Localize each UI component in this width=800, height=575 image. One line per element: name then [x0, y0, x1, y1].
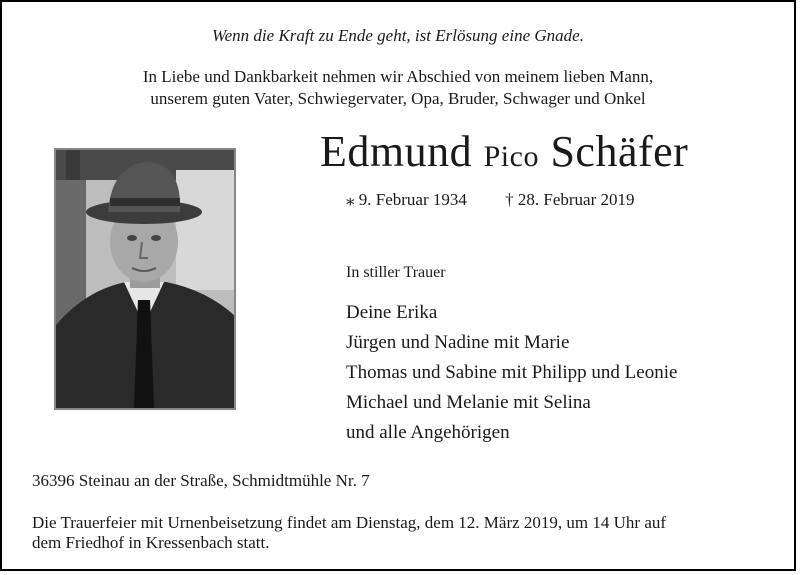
life-dates — [346, 190, 635, 210]
address: 36396 Steinau an der Straße, Schmidtmühle Nr. 7 — [32, 471, 370, 490]
portrait-photo-icon — [56, 150, 234, 408]
mourner-item: Michael und Melanie mit Selina — [346, 392, 591, 413]
portrait-photo — [54, 148, 236, 410]
mourner-item: Thomas und Sabine mit Philipp und Leonie — [346, 362, 678, 383]
nickname: Pico — [483, 140, 539, 173]
intro-line-1: In Liebe und Dankbarkeit nehmen wir Abschied von meinem lieben Mann, — [142, 67, 654, 86]
intro-text — [2, 66, 794, 110]
deceased-name — [320, 126, 688, 177]
mourner-item: Deine Erika — [346, 302, 438, 323]
ceremony-info — [32, 513, 782, 553]
intro-line-2: unserem guten Vater, Schwiegervater, Opa, Bruder, Schwager und Onkel — [150, 89, 646, 108]
mourner-item: und alle Angehörigen — [346, 422, 510, 443]
birth-date: ⁎ 9. Februar 1934 — [346, 190, 467, 209]
mourners-list — [346, 298, 677, 448]
ceremony-line-1: Die Trauerfeier mit Urnenbeisetzung findet am Dienstag, dem 12. März 2019, um 14 Uhr auf — [32, 513, 667, 532]
death-date: † 28. Februar 2019 — [505, 190, 635, 209]
mourner-item: Jürgen und Nadine mit Marie — [346, 332, 570, 353]
ceremony-line-2: dem Friedhof in Kressenbach statt. — [32, 533, 270, 552]
last-name: Schäfer — [550, 127, 689, 176]
motto: Wenn die Kraft zu Ende geht, ist Erlösung eine Gnade. — [212, 26, 584, 45]
first-name: Edmund — [320, 127, 473, 176]
mourning-heading: In stiller Trauer — [346, 264, 446, 281]
